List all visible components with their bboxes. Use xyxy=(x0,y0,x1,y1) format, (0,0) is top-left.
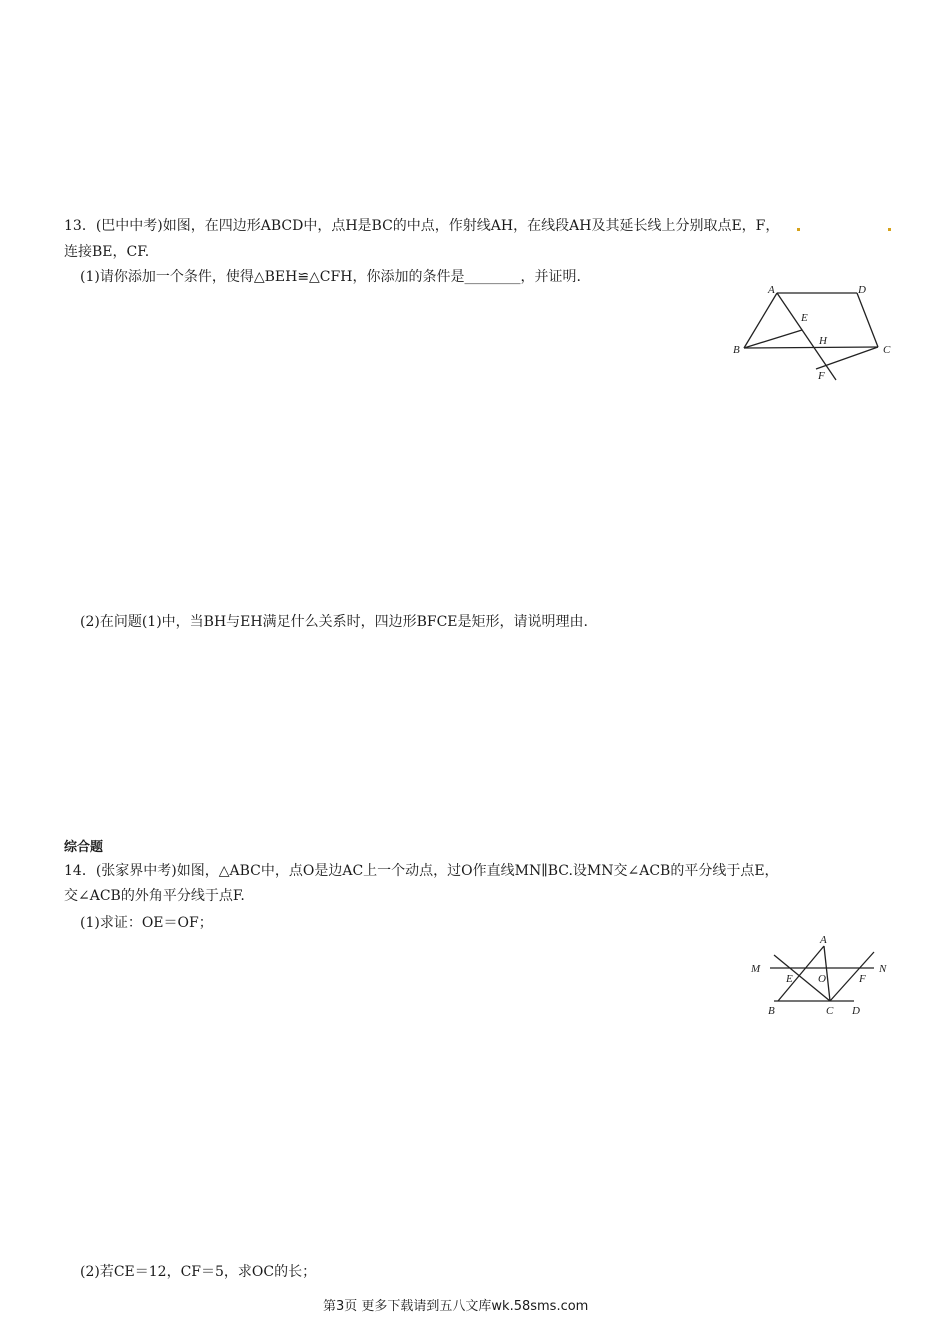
q13-part2: (2)在问题(1)中，当BH与EH满足什么关系时，四边形BFCE是矩形，请说明理由. xyxy=(80,614,588,630)
label-c: C xyxy=(883,344,891,356)
label-c: C xyxy=(826,1005,834,1017)
label-f: F xyxy=(818,370,825,382)
label-d: D xyxy=(852,1005,860,1017)
segment-bc xyxy=(744,347,878,348)
label-a: A xyxy=(768,284,775,296)
q13-line2: 连接BE，CF. xyxy=(64,244,150,260)
q13-figure xyxy=(730,283,900,383)
q14-part1: (1)求证：OE＝OF； xyxy=(80,915,213,931)
segment-dc xyxy=(857,293,878,347)
q14-line2: 交∠ACB的外角平分线于点F. xyxy=(64,888,245,904)
bisector-cf xyxy=(830,952,874,1001)
label-e: E xyxy=(786,973,793,985)
label-h: H xyxy=(819,335,827,347)
q14-figure xyxy=(748,930,898,1020)
q13-line1: 13．(巴中中考)如图，在四边形ABCD中，点H是BC的中点，作射线AH，在线段AH及其延长线上分别取点E，F， xyxy=(64,218,780,234)
label-a: A xyxy=(820,934,827,946)
segment-cf xyxy=(816,347,878,369)
q13-part1: (1)请你添加一个条件，使得△BEH≌△CFH，你添加的条件是________，并证明. xyxy=(80,269,581,285)
q14-part2: (2)若CE＝12，CF＝5，求OC的长； xyxy=(80,1264,317,1280)
label-b: B xyxy=(768,1005,775,1017)
ray-ah xyxy=(777,293,836,380)
label-o: O xyxy=(818,973,826,985)
label-n: N xyxy=(879,963,887,975)
section-heading: 综合题 xyxy=(64,840,104,855)
label-d: D xyxy=(858,284,866,296)
q14-line1: 14．(张家界中考)如图，△ABC中，点O是边AC上一个动点，过O作直线MN∥BC.设MN交∠ACB的平分线于点E， xyxy=(64,863,779,879)
label-b: B xyxy=(733,344,740,356)
label-f: F xyxy=(859,973,866,985)
highlight-mark xyxy=(797,228,800,231)
label-e: E xyxy=(801,312,808,324)
page-footer: 第3页 更多下载请到五八文库wk.58sms.com xyxy=(323,1299,589,1314)
highlight-mark xyxy=(888,228,891,231)
label-m: M xyxy=(751,963,761,975)
